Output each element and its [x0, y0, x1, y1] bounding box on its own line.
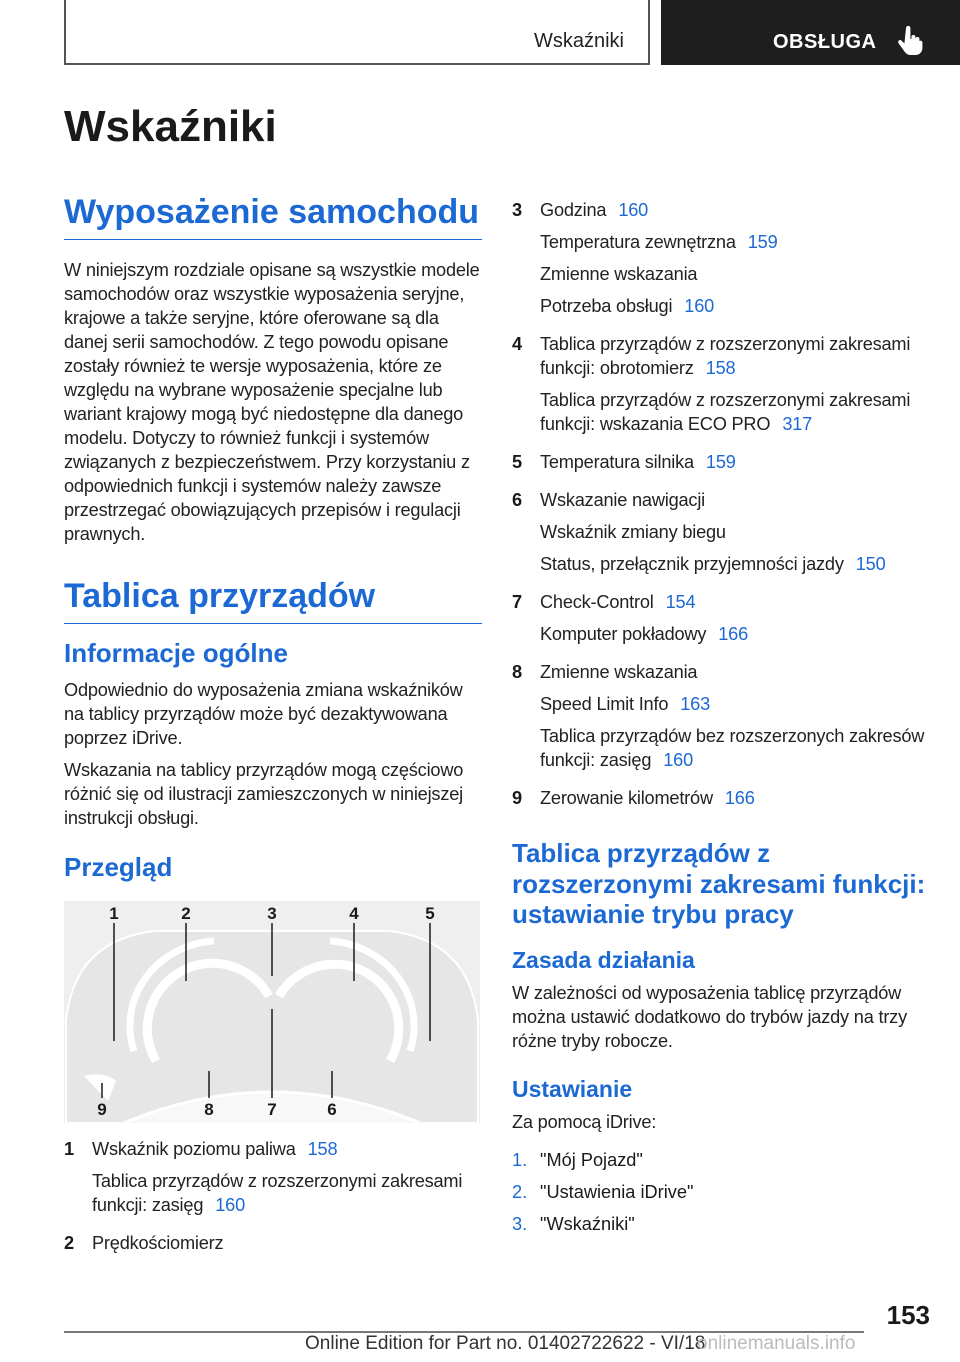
legend-item-9: 9 Zerowanie kilometrów 166: [512, 788, 755, 808]
general-info-paragraph-1: Odpowiednio do wyposażenia zmiana wskaźników na tablicy przyrządów może być dezaktywowana poprzez iDrive.: [64, 680, 463, 749]
footer-edition: Online Edition for Part no. 01402722622 - VI/18: [305, 1333, 706, 1354]
page-number: 153: [886, 1300, 930, 1330]
step-item: 2. "Ustawienia iDrive": [512, 1181, 694, 1202]
page-ref-link[interactable]: 163: [680, 694, 710, 714]
equipment-paragraph: W niniejszym rozdziale opisane są wszystkie modele samochodów oraz wszystkie wyposażenia seryjne, krajowe a także seryjne, które oferowane są dla danej serii samochodów. Z tego powodu opisane zostały również te wersje wyposażenia, które ze względu na wybrane wyposażenie specjalne lub wariant krajowy mogą być niedostępne dla danego modelu. Dotyczy to również funkcji i systemów związanych z bezpieczeństwem. Przy korzystaniu z odpowiednich funkcji i systemów należy zawsze przestrzegać obowiązujących przepisów i regulacji prawnych.: [64, 259, 480, 544]
pointing-hand-icon: [897, 26, 923, 56]
figure-label-3: 3: [267, 903, 277, 923]
figure-label-9: 9: [97, 1099, 107, 1119]
heading-equipment: Wyposażenie samochodu: [64, 192, 482, 240]
header-chapter-tab[interactable]: [661, 0, 960, 65]
figure-label-4: 4: [349, 903, 359, 923]
page-ref-link[interactable]: 159: [705, 452, 736, 472]
page-ref-link[interactable]: 166: [718, 624, 748, 644]
figure-label-1: 1: [109, 903, 119, 923]
legend-item-8: 8 Zmienne wskazania Speed Limit Info 163 Tablica przyrządów bez rozszerzonych zakresów funkcji: zasięg 160: [512, 662, 925, 770]
legend-item-7: 7 Check-Control 154 Komputer pokładowy 166: [512, 592, 748, 644]
right-column: [512, 198, 932, 1244]
figure-label-5: 5: [425, 903, 435, 923]
figure-label-6: 6: [327, 1099, 337, 1119]
page-ref-link[interactable]: 158: [307, 1138, 338, 1159]
page-ref-link[interactable]: 158: [705, 358, 736, 378]
heading-mode-setting: Tablica przyrządów z rozszerzonymi zakresami funkcji: ustawianie trybu pracy: [512, 838, 926, 930]
legend-item-3: 3 Godzina 160 Temperatura zewnętrzna 159 Zmienne wskazania Potrzeba obsługi 160: [512, 200, 778, 316]
step-item: 1. "Mój Pojazd": [512, 1149, 643, 1170]
heading-overview: Przegląd: [64, 852, 173, 883]
heading-principle: Zasada działania: [512, 947, 695, 974]
heading-setting: Ustawianie: [512, 1075, 633, 1102]
page-title: Wskaźniki: [64, 102, 277, 151]
legend-item-6: 6 Wskazanie nawigacji Wskaźnik zmiany biegu Status, przełącznik przyjemności jazdy 150: [512, 490, 886, 574]
page-ref-link[interactable]: 154: [665, 592, 696, 612]
page-ref-link[interactable]: 160: [663, 750, 693, 770]
footer-watermark-logo: onlinemanuals.info: [697, 1333, 856, 1354]
left-column: [64, 192, 482, 1269]
page-ref-link[interactable]: 150: [855, 554, 886, 574]
legend-item-2: 2 Prędkościomierz: [64, 1232, 224, 1253]
header-chapter-label: OBSŁUGA: [773, 31, 877, 53]
heading-general-info: Informacje ogólne: [64, 637, 288, 668]
general-info-paragraph-2: Wskazania na tablicy przyrządów mogą częściowo różnić się od ilustracji zamieszczonych w niniejszej instrukcji obsługi.: [64, 760, 464, 829]
figure-label-8: 8: [204, 1099, 214, 1119]
setting-paragraph: Za pomocą iDrive:: [512, 1111, 657, 1132]
principle-paragraph: W zależności od wyposażenia tablicę przyrządów można ustawić dodatkowo do trybów jazdy na trzy różne tryby robocze.: [512, 982, 907, 1051]
page-ref-link[interactable]: 166: [724, 788, 755, 808]
header-section-title: Wskaźniki: [533, 30, 624, 52]
page-ref-link[interactable]: 159: [747, 232, 778, 252]
instrument-cluster-illustration: [64, 901, 480, 1123]
legend-item-5: 5 Temperatura silnika 159: [512, 452, 736, 472]
instrument-cluster-figure: [64, 901, 480, 1123]
page-ref-link[interactable]: 160: [618, 200, 649, 220]
page-ref-link[interactable]: 160: [215, 1194, 245, 1215]
figure-label-7: 7: [267, 1099, 277, 1119]
figure-label-2: 2: [181, 903, 191, 923]
heading-instrument-cluster: Tablica przyrządów: [64, 576, 482, 624]
legend-item-4: 4 Tablica przyrządów z rozszerzonymi zakresami funkcji: obrotomierz 158 Tablica przyrządów z rozszerzonymi zakresami funkcji: wskazania ECO PRO 317: [512, 334, 911, 434]
steps-list: [512, 1148, 932, 1236]
header-section-box: [64, 0, 650, 65]
page-ref-link[interactable]: 160: [684, 296, 715, 316]
legend-item-1: 1 Wskaźnik poziomu paliwa 158 Tablica przyrządów z rozszerzonymi zakresami funkcji: zasięg 160: [64, 1138, 463, 1215]
page-ref-link[interactable]: 317: [782, 414, 813, 434]
step-item: 3. "Wskaźniki": [512, 1213, 635, 1234]
